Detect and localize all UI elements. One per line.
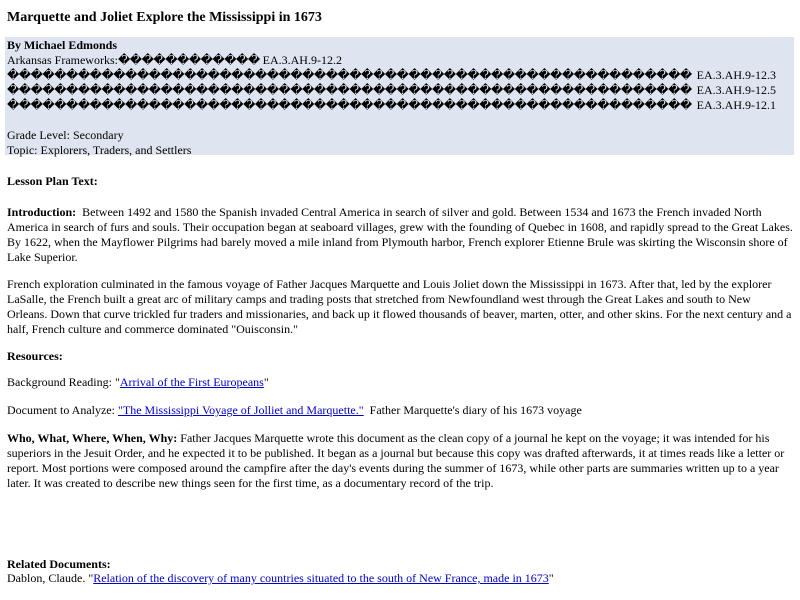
background-reading-link[interactable]: Arrival of the First Europeans [119, 375, 264, 389]
related-document-suffix: " [548, 571, 554, 585]
related-document-author: Dablon, Claude. " [7, 571, 94, 585]
background-reading [7, 375, 793, 390]
document-to-analyze-label: Document to Analyze: [7, 403, 115, 417]
related-document-entry [7, 571, 793, 586]
related-document-link[interactable]: Relation of the discovery of many countries situated to the south of New France, made in 1673 [93, 571, 549, 585]
spacer [7, 113, 792, 128]
topic: Topic: Explorers, Traders, and Settlers [7, 143, 192, 157]
introduction-text: Between 1492 and 1580 the Spanish invaded Central America in search of silver and gold. Between 1534 and 1673 the French invaded North America in search of furs and souls. Their occupation began at seaboard villages, grew with the founding of Quebec in 1608, and rapidly spread to the Great Lakes. By 1622, when the Mayflower Pilgrims had barely moved a mile inland from Plymouth harbor, French explorer Etienne Brule was skirting the Wisconsin shore of Lake Superior. [7, 205, 793, 264]
introduction-paragraph [7, 205, 793, 265]
framework-code: EA.3.AH.9-12.1 [696, 98, 776, 112]
author: By Michael Edmonds [7, 38, 118, 52]
framework-mask: ���������������������������������������������������������� [7, 98, 692, 112]
resources-heading: Resources: [7, 349, 63, 363]
who-what-label: Who, What, Where, When, Why: [7, 431, 178, 445]
document-description: Father Marquette's diary of his 1673 voyage [369, 403, 582, 417]
related-documents-heading: Related Documents: [7, 557, 111, 571]
framework-line [7, 83, 792, 98]
document-to-analyze [7, 403, 793, 418]
who-what-paragraph [7, 431, 793, 491]
page-title: Marquette and Joliet Explore the Mississippi in 1673 [7, 10, 322, 25]
background-reading-label: Background Reading: " [7, 375, 120, 389]
frameworks-label: Arkansas Frameworks: [7, 53, 118, 67]
framework-mask: ���������������������������������������������������������� [7, 83, 692, 97]
framework-mask: ������������ [117, 53, 260, 67]
framework-line [7, 68, 792, 83]
framework-code: EA.3.AH.9-12.3 [696, 68, 776, 82]
introduction-label: Introduction: [7, 205, 77, 219]
framework-line [7, 98, 792, 113]
document-to-analyze-link[interactable]: "The Mississippi Voyage of Jolliet and Marquette." [117, 403, 364, 417]
framework-mask: ���������������������������������������������������������� [7, 68, 692, 82]
who-what-text: Father Jacques Marquette wrote this document as the clean copy of a journal he kept on the voyage; it was intended for his superiors in the Jesuit Order, and he expected it to be published. It began as a journal but because this copy was drafted afterwards, it at times reads like a letter or report. Most portions were composed around the campfire after the day's events during the summer of 1673, while other parts are summaries written up to a year later. It was created to describe new things seen for the first time, as a documentary record of the trip. [7, 431, 785, 490]
frameworks-row [7, 53, 792, 68]
exploration-paragraph: French exploration culminated in the famous voyage of Father Jacques Marquette and Louis Joliet down the Mississippi in 1673. After that, led by the explorer LaSalle, the French built a great arc of military camps and trading posts that stretched from Newfoundland west through the Great Lakes and south to New Orleans. Down that curve trickled fur traders and missionaries, and back up it flowed thousands of beaver, marten, otter, and other skins. For the next century and a half, French culture and commerce dominated "Ouisconsin." [7, 277, 792, 336]
lesson-header-box [5, 37, 794, 155]
framework-code: EA.3.AH.9-12.2 [262, 53, 342, 67]
grade-level: Grade Level: Secondary [7, 128, 124, 142]
lesson-plan-heading: Lesson Plan Text: [7, 174, 98, 188]
framework-code: EA.3.AH.9-12.5 [696, 83, 776, 97]
background-reading-suffix: " [263, 375, 269, 389]
